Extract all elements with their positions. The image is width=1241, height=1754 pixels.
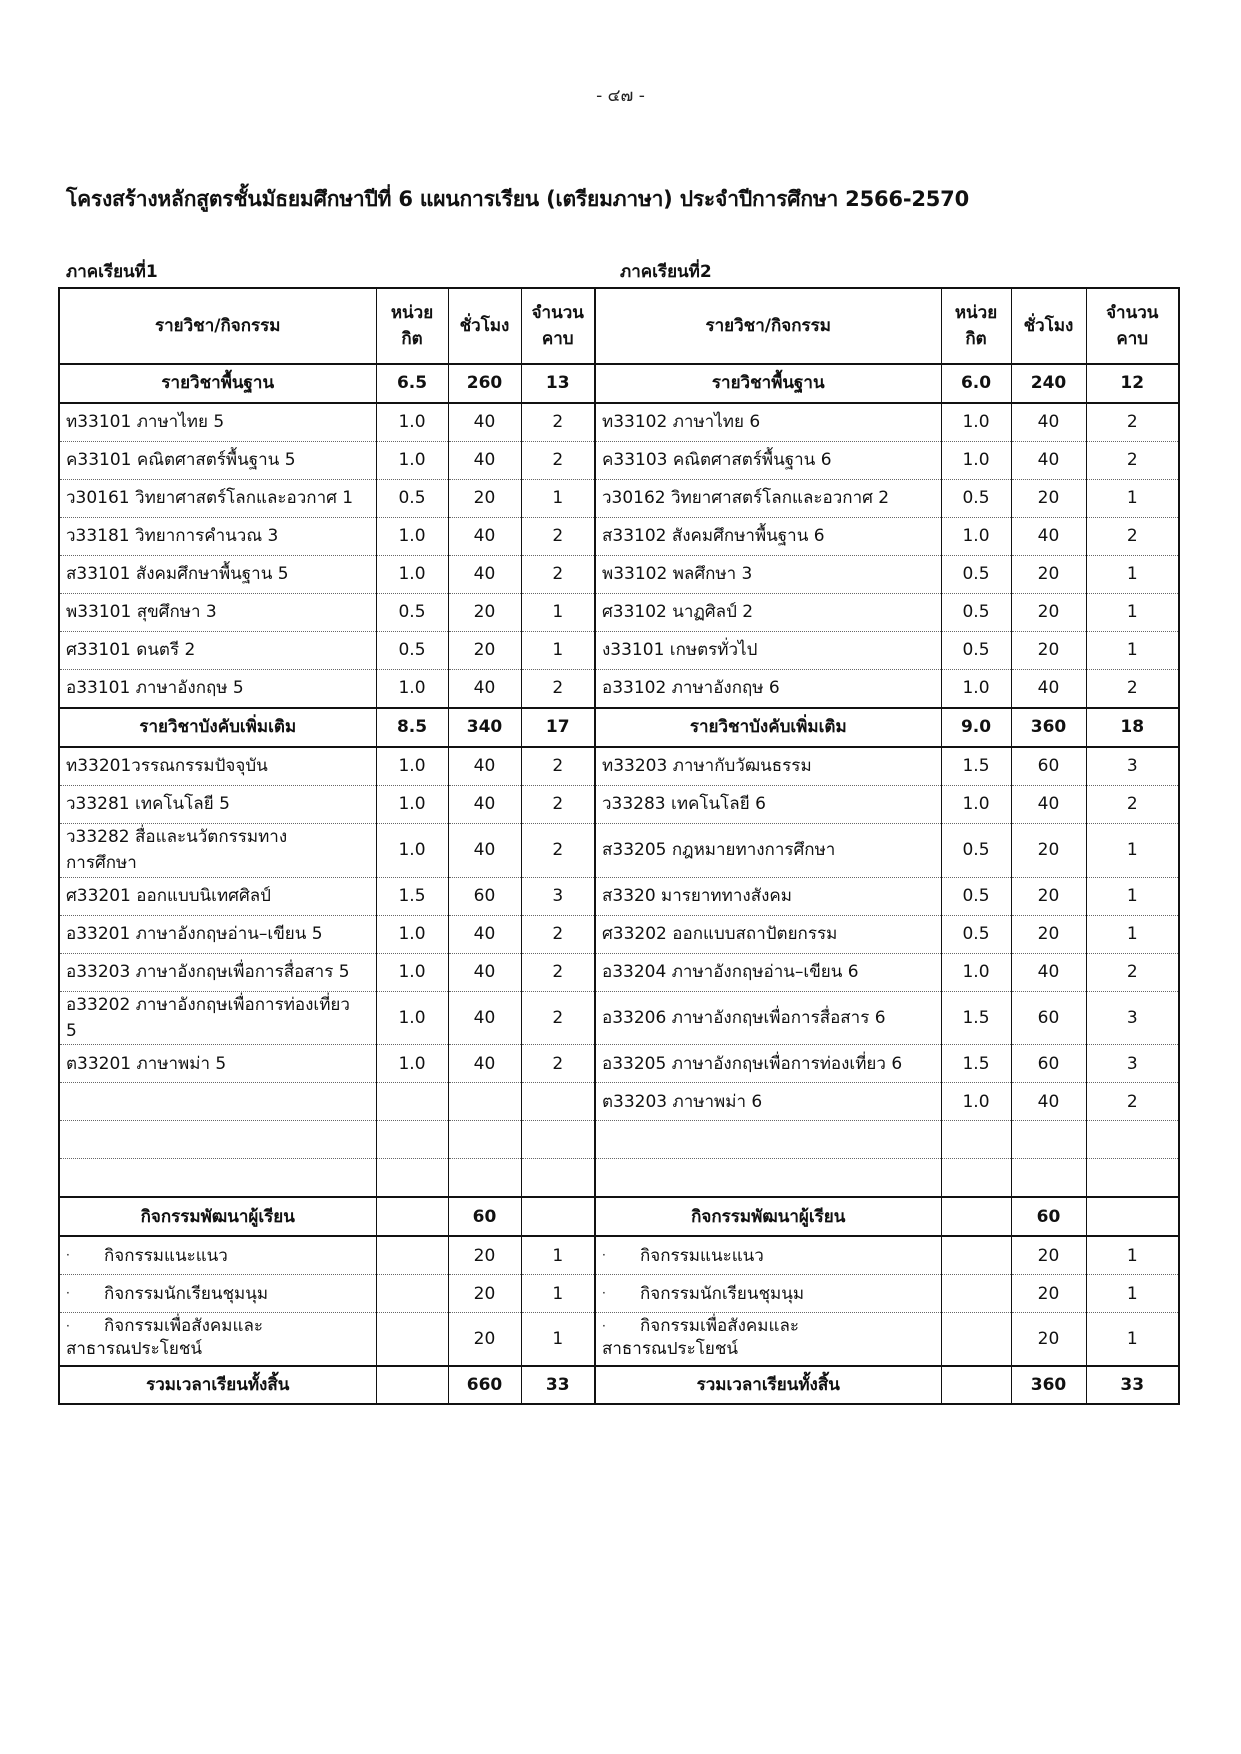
periods-cell: 2	[521, 824, 595, 878]
activity-name: กิจกรรมแนะแนว	[104, 1245, 228, 1266]
activity-row	[59, 1313, 1179, 1367]
hours-cell: 20	[1011, 877, 1086, 915]
activity-name-line2: สาธารณประโยชน์	[66, 1339, 203, 1360]
credits-cell: 9.0	[941, 708, 1011, 747]
bullet-icon: ·	[602, 1248, 606, 1263]
subject-name-cell: ค33103 คณิตศาสตร์พื้นฐาน 6	[595, 442, 941, 480]
credits-cell: 1.0	[376, 991, 448, 1045]
periods-cell: 1	[1086, 824, 1179, 878]
hours-cell: 20	[1011, 1275, 1086, 1313]
periods-cell	[521, 1121, 595, 1159]
periods-cell: 3	[1086, 991, 1179, 1045]
subject-name-cell	[59, 1159, 376, 1198]
header-periods-line1: จำนวน	[1106, 302, 1159, 323]
hours-cell: 20	[1011, 480, 1086, 518]
table-header-row	[59, 288, 1179, 364]
subject-name-cell	[59, 1083, 376, 1121]
periods-cell: 1	[521, 632, 595, 670]
credits-cell: 1.5	[941, 1045, 1011, 1083]
subject-name-cell: อ33101 ภาษาอังกฤษ 5	[59, 670, 376, 709]
periods-cell: 1	[1086, 1313, 1179, 1367]
subject-name-cell: พ33102 พลศึกษา 3	[595, 556, 941, 594]
hours-cell: 20	[448, 632, 521, 670]
header-credits-term1	[376, 288, 448, 364]
hours-cell: 20	[1011, 632, 1086, 670]
credits-cell: 1.0	[376, 670, 448, 709]
header-subject-term2: รายวิชา/กิจกรรม	[595, 288, 941, 364]
hours-cell: 40	[448, 786, 521, 824]
hours-cell: 20	[1011, 594, 1086, 632]
credits-cell	[376, 1083, 448, 1121]
subject-name-cell: ส3320 มารยาททางสังคม	[595, 877, 941, 915]
header-credits-line1: หน่วย	[954, 302, 998, 323]
activity-name: กิจกรรมแนะแนว	[640, 1245, 764, 1266]
hours-cell: 40	[448, 915, 521, 953]
credits-cell: 6.0	[941, 364, 1011, 403]
hours-cell: 20	[1011, 1313, 1086, 1367]
section-name-cell: รายวิชาบังคับเพิ่มเติม	[595, 708, 941, 747]
table-row	[59, 991, 1179, 1045]
subject-name-cell: พ33101 สุขศึกษา 3	[59, 594, 376, 632]
subject-name-cell	[59, 1313, 376, 1367]
periods-cell: 1	[1086, 915, 1179, 953]
periods-cell: 12	[1086, 364, 1179, 403]
credits-cell: 1.0	[941, 670, 1011, 709]
periods-cell: 2	[521, 442, 595, 480]
subject-name-cell: อ33206 ภาษาอังกฤษเพื่อการสื่อสาร 6	[595, 991, 941, 1045]
credits-cell: 1.0	[376, 915, 448, 953]
periods-cell: 2	[521, 670, 595, 709]
credits-cell: 1.0	[376, 747, 448, 786]
credits-cell: 0.5	[941, 594, 1011, 632]
activity-name: กิจกรรมเพื่อสังคมและ	[104, 1316, 264, 1336]
hours-cell: 20	[448, 1275, 521, 1313]
hours-cell: 40	[448, 670, 521, 709]
table-row	[59, 518, 1179, 556]
section-row	[59, 364, 1179, 403]
credits-cell: 1.0	[941, 518, 1011, 556]
credits-cell: 0.5	[941, 480, 1011, 518]
credits-cell: 1.0	[376, 403, 448, 442]
hours-cell: 40	[448, 1045, 521, 1083]
credits-cell: 1.0	[376, 442, 448, 480]
periods-cell: 1	[1086, 1275, 1179, 1313]
header-periods-line1: จำนวน	[531, 302, 584, 323]
periods-cell: 1	[521, 1275, 595, 1313]
header-periods-line2: คาบ	[541, 329, 574, 349]
subject-name-cell: อ33102 ภาษาอังกฤษ 6	[595, 670, 941, 709]
hours-cell: 40	[448, 518, 521, 556]
table-row	[59, 1045, 1179, 1083]
credits-cell	[941, 1275, 1011, 1313]
periods-cell: 17	[521, 708, 595, 747]
hours-cell: 40	[448, 747, 521, 786]
hours-cell: 40	[1011, 953, 1086, 991]
periods-cell: 2	[1086, 670, 1179, 709]
table-row	[59, 670, 1179, 709]
credits-cell: 1.0	[941, 786, 1011, 824]
subject-name-cell: ต33203 ภาษาพม่า 6	[595, 1083, 941, 1121]
periods-cell: 2	[521, 747, 595, 786]
hours-cell: 60	[1011, 747, 1086, 786]
credits-cell	[376, 1366, 448, 1404]
table-row	[59, 480, 1179, 518]
credits-cell	[376, 1275, 448, 1313]
hours-cell: 20	[448, 1236, 521, 1275]
hours-cell: 240	[1011, 364, 1086, 403]
periods-cell: 1	[1086, 877, 1179, 915]
section-name-cell: กิจกรรมพัฒนาผู้เรียน	[595, 1197, 941, 1236]
subject-name-line1: อ33202 ภาษาอังกฤษเพื่อการท่องเที่ยว	[66, 994, 350, 1015]
hours-cell: 40	[1011, 786, 1086, 824]
table-row	[59, 442, 1179, 480]
subject-name-cell: ศ33201 ออกแบบนิเทศศิลป์	[59, 877, 376, 915]
periods-cell	[1086, 1197, 1179, 1236]
table-row	[59, 824, 1179, 878]
periods-cell: 2	[521, 991, 595, 1045]
subject-name-cell	[595, 1236, 941, 1275]
hours-cell: 40	[1011, 670, 1086, 709]
subject-name-cell: ท33201วรรณกรรมปัจจุบัน	[59, 747, 376, 786]
table-row	[59, 915, 1179, 953]
table-row	[59, 556, 1179, 594]
subject-name-line2: การศึกษา	[66, 853, 137, 874]
subject-name-cell: ว33281 เทคโนโลยี 5	[59, 786, 376, 824]
activity-name: กิจกรรมนักเรียนชุมนุม	[104, 1283, 269, 1304]
subject-name-cell	[59, 1121, 376, 1159]
periods-cell: 2	[1086, 1083, 1179, 1121]
periods-cell: 18	[1086, 708, 1179, 747]
credits-cell	[941, 1236, 1011, 1275]
credits-cell	[941, 1366, 1011, 1404]
section-name-cell: กิจกรรมพัฒนาผู้เรียน	[59, 1197, 376, 1236]
periods-cell: 1	[521, 594, 595, 632]
hours-cell	[448, 1121, 521, 1159]
table-row	[59, 747, 1179, 786]
subject-name-cell	[59, 1236, 376, 1275]
periods-cell: 33	[1086, 1366, 1179, 1404]
credits-cell: 1.0	[376, 556, 448, 594]
credits-cell: 8.5	[376, 708, 448, 747]
table-row	[59, 953, 1179, 991]
subject-name-cell: ว30162 วิทยาศาสตร์โลกและอวกาศ 2	[595, 480, 941, 518]
periods-cell: 1	[1086, 1236, 1179, 1275]
section-row	[59, 708, 1179, 747]
subject-name-cell	[59, 824, 376, 878]
periods-cell: 3	[1086, 1045, 1179, 1083]
hours-cell	[1011, 1121, 1086, 1159]
periods-cell: 1	[521, 480, 595, 518]
table-row	[59, 1121, 1179, 1159]
subject-name-cell: ว30161 วิทยาศาสตร์โลกและอวกาศ 1	[59, 480, 376, 518]
credits-cell: 1.0	[376, 953, 448, 991]
subject-name-cell	[59, 991, 376, 1045]
subject-name-cell: ท33101 ภาษาไทย 5	[59, 403, 376, 442]
periods-cell: 2	[1086, 442, 1179, 480]
hours-cell: 60	[1011, 1045, 1086, 1083]
credits-cell: 0.5	[376, 594, 448, 632]
header-hours-term2: ชั่วโมง	[1011, 288, 1086, 364]
header-credits-line2: กิต	[401, 329, 423, 349]
credits-cell: 1.0	[376, 824, 448, 878]
total-row	[59, 1366, 1179, 1404]
header-periods-line2: คาบ	[1116, 329, 1149, 349]
subject-name-cell: ว33283 เทคโนโลยี 6	[595, 786, 941, 824]
subject-name-cell	[59, 1275, 376, 1313]
periods-cell: 2	[521, 556, 595, 594]
header-periods-term2	[1086, 288, 1179, 364]
periods-cell: 2	[1086, 786, 1179, 824]
hours-cell: 40	[1011, 1083, 1086, 1121]
credits-cell: 1.5	[941, 991, 1011, 1045]
subject-name-cell: ศ33102 นาฏศิลป์ 2	[595, 594, 941, 632]
hours-cell: 40	[448, 442, 521, 480]
activity-name-line2: สาธารณประโยชน์	[602, 1339, 739, 1360]
hours-cell	[448, 1083, 521, 1121]
credits-cell	[376, 1121, 448, 1159]
subject-name-cell	[595, 1275, 941, 1313]
periods-cell: 33	[521, 1366, 595, 1404]
credits-cell: 1.0	[376, 786, 448, 824]
table-row	[59, 1159, 1179, 1198]
credits-cell	[376, 1197, 448, 1236]
credits-cell	[376, 1236, 448, 1275]
hours-cell: 20	[1011, 556, 1086, 594]
credits-cell	[941, 1121, 1011, 1159]
section-name-cell: รายวิชาพื้นฐาน	[595, 364, 941, 403]
periods-cell	[1086, 1121, 1179, 1159]
subject-name-cell	[595, 1159, 941, 1198]
credits-cell	[941, 1197, 1011, 1236]
credits-cell: 0.5	[941, 556, 1011, 594]
hours-cell: 20	[448, 1313, 521, 1367]
hours-cell: 20	[1011, 824, 1086, 878]
subject-name-cell: อ33205 ภาษาอังกฤษเพื่อการท่องเที่ยว 6	[595, 1045, 941, 1083]
periods-cell	[521, 1083, 595, 1121]
subject-name-cell: ว33181 วิทยาการคำนวณ 3	[59, 518, 376, 556]
periods-cell: 2	[1086, 518, 1179, 556]
table-row	[59, 1083, 1179, 1121]
periods-cell: 1	[1086, 556, 1179, 594]
credits-cell	[941, 1159, 1011, 1198]
hours-cell: 40	[448, 556, 521, 594]
periods-cell: 2	[1086, 953, 1179, 991]
hours-cell: 40	[1011, 403, 1086, 442]
hours-cell: 60	[448, 1197, 521, 1236]
credits-cell	[376, 1313, 448, 1367]
credits-cell: 1.0	[376, 518, 448, 556]
hours-cell: 20	[1011, 915, 1086, 953]
periods-cell	[1086, 1159, 1179, 1198]
credits-cell	[376, 1159, 448, 1198]
subject-name-cell: ค33101 คณิตศาสตร์พื้นฐาน 5	[59, 442, 376, 480]
section-name-cell: รายวิชาบังคับเพิ่มเติม	[59, 708, 376, 747]
subject-name-cell: อ33201 ภาษาอังกฤษอ่าน–เขียน 5	[59, 915, 376, 953]
header-credits-line1: หน่วย	[390, 302, 434, 323]
hours-cell: 40	[1011, 518, 1086, 556]
bullet-icon: ·	[602, 1318, 606, 1333]
subject-name-line1: ว33282 สื่อและนวัตกรรมทาง	[66, 827, 288, 847]
hours-cell: 340	[448, 708, 521, 747]
credits-cell: 1.0	[941, 442, 1011, 480]
credits-cell: 1.0	[941, 1083, 1011, 1121]
credits-cell: 1.0	[376, 1045, 448, 1083]
subject-name-cell: ศ33202 ออกแบบสถาปัตยกรรม	[595, 915, 941, 953]
hours-cell: 60	[1011, 1197, 1086, 1236]
page-number: - ๔๗ -	[596, 86, 645, 106]
credits-cell: 6.5	[376, 364, 448, 403]
subject-name-cell: ต33201 ภาษาพม่า 5	[59, 1045, 376, 1083]
credits-cell: 0.5	[941, 877, 1011, 915]
periods-cell: 2	[521, 1045, 595, 1083]
table-row	[59, 632, 1179, 670]
credits-cell: 0.5	[376, 480, 448, 518]
curriculum-table	[58, 287, 1180, 1405]
bullet-icon: ·	[66, 1318, 70, 1333]
total-label-cell: รวมเวลาเรียนทั้งสิ้น	[59, 1366, 376, 1404]
subject-name-cell: ส33101 สังคมศึกษาพื้นฐาน 5	[59, 556, 376, 594]
term-2-label: ภาคเรียนที่2	[620, 262, 712, 282]
credits-cell: 1.0	[941, 403, 1011, 442]
bullet-icon: ·	[602, 1286, 606, 1301]
periods-cell: 3	[521, 877, 595, 915]
document-title: โครงสร้างหลักสูตรชั้นมัธยมศึกษาปีที่ 6 แผนการเรียน (เตรียมภาษา) ประจำปีการศึกษา 2566-2570	[66, 187, 969, 211]
subject-name-line2: 5	[66, 1021, 77, 1042]
credits-cell: 0.5	[376, 632, 448, 670]
periods-cell: 1	[1086, 632, 1179, 670]
periods-cell: 2	[521, 518, 595, 556]
credits-cell: 1.5	[376, 877, 448, 915]
section-row	[59, 1197, 1179, 1236]
header-periods-term1	[521, 288, 595, 364]
hours-cell: 260	[448, 364, 521, 403]
hours-cell	[448, 1159, 521, 1198]
periods-cell: 1	[521, 1236, 595, 1275]
periods-cell: 2	[521, 915, 595, 953]
hours-cell: 40	[448, 991, 521, 1045]
hours-cell: 360	[1011, 708, 1086, 747]
credits-cell: 0.5	[941, 915, 1011, 953]
subject-name-cell: ส33102 สังคมศึกษาพื้นฐาน 6	[595, 518, 941, 556]
credits-cell: 0.5	[941, 632, 1011, 670]
hours-cell: 660	[448, 1366, 521, 1404]
subject-name-cell	[595, 1121, 941, 1159]
header-credits-term2	[941, 288, 1011, 364]
periods-cell: 13	[521, 364, 595, 403]
periods-cell: 2	[521, 953, 595, 991]
bullet-icon: ·	[66, 1248, 70, 1263]
subject-name-cell: อ33204 ภาษาอังกฤษอ่าน–เขียน 6	[595, 953, 941, 991]
credits-cell	[941, 1313, 1011, 1367]
subject-name-cell: ศ33101 ดนตรี 2	[59, 632, 376, 670]
periods-cell	[521, 1197, 595, 1236]
hours-cell: 360	[1011, 1366, 1086, 1404]
hours-cell: 20	[448, 594, 521, 632]
periods-cell: 3	[1086, 747, 1179, 786]
credits-cell: 1.0	[941, 953, 1011, 991]
hours-cell: 40	[448, 824, 521, 878]
subject-name-cell: ท33203 ภาษากับวัฒนธรรม	[595, 747, 941, 786]
hours-cell: 40	[1011, 442, 1086, 480]
activity-name: กิจกรรมเพื่อสังคมและ	[640, 1316, 800, 1336]
subject-name-cell	[595, 1313, 941, 1367]
periods-cell: 2	[1086, 403, 1179, 442]
table-row	[59, 786, 1179, 824]
table-row	[59, 403, 1179, 442]
header-hours-term1: ชั่วโมง	[448, 288, 521, 364]
subject-name-cell: ง33101 เกษตรทั่วไป	[595, 632, 941, 670]
periods-cell: 2	[521, 403, 595, 442]
activity-row	[59, 1236, 1179, 1275]
periods-cell: 2	[521, 786, 595, 824]
hours-cell: 20	[448, 480, 521, 518]
header-credits-line2: กิต	[965, 329, 987, 349]
periods-cell	[521, 1159, 595, 1198]
bullet-icon: ·	[66, 1286, 70, 1301]
table-body	[59, 364, 1179, 1404]
hours-cell: 40	[448, 403, 521, 442]
hours-cell: 60	[448, 877, 521, 915]
hours-cell	[1011, 1159, 1086, 1198]
activity-row	[59, 1275, 1179, 1313]
subject-name-cell: อ33203 ภาษาอังกฤษเพื่อการสื่อสาร 5	[59, 953, 376, 991]
header-subject-term1: รายวิชา/กิจกรรม	[59, 288, 376, 364]
term-1-label: ภาคเรียนที่1	[66, 262, 158, 282]
total-label-cell: รวมเวลาเรียนทั้งสิ้น	[595, 1366, 941, 1404]
credits-cell: 0.5	[941, 824, 1011, 878]
section-name-cell: รายวิชาพื้นฐาน	[59, 364, 376, 403]
periods-cell: 1	[1086, 594, 1179, 632]
hours-cell: 60	[1011, 991, 1086, 1045]
credits-cell: 1.5	[941, 747, 1011, 786]
hours-cell: 40	[448, 953, 521, 991]
periods-cell: 1	[521, 1313, 595, 1367]
activity-name: กิจกรรมนักเรียนชุมนุม	[640, 1283, 805, 1304]
subject-name-cell: ท33102 ภาษาไทย 6	[595, 403, 941, 442]
periods-cell: 1	[1086, 480, 1179, 518]
subject-name-cell: ส33205 กฎหมายทางการศึกษา	[595, 824, 941, 878]
hours-cell: 20	[1011, 1236, 1086, 1275]
table-row	[59, 877, 1179, 915]
table-row	[59, 594, 1179, 632]
